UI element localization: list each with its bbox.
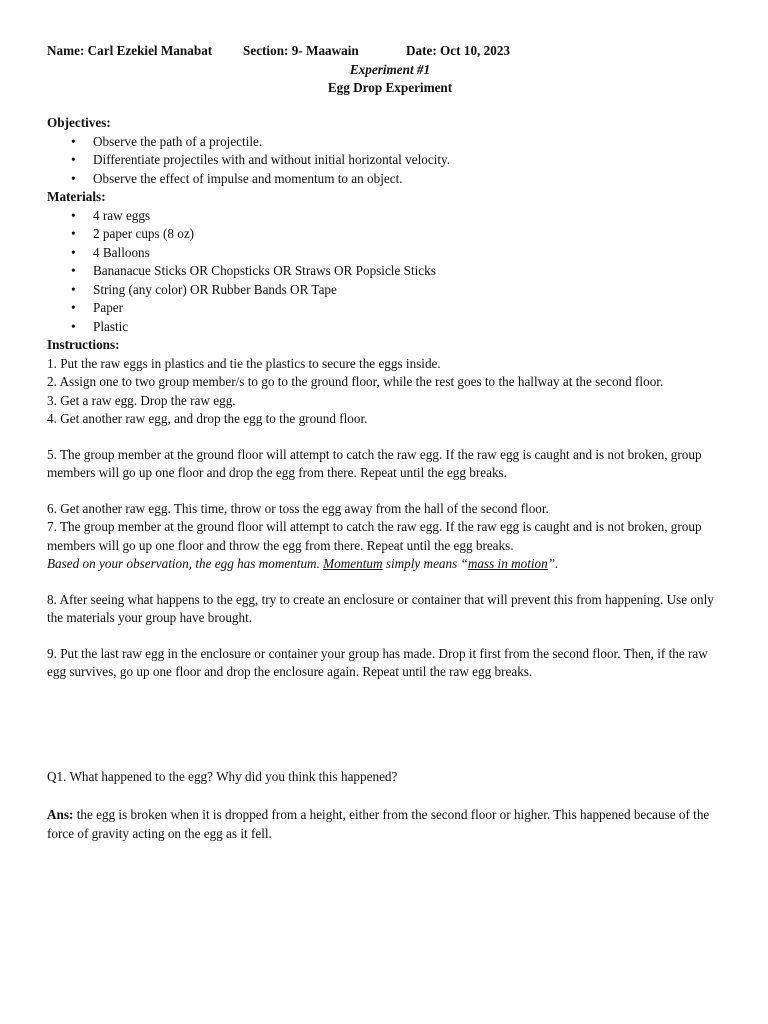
bullet-icon: • (71, 281, 76, 297)
momentum-term: Momentum (323, 556, 383, 571)
bullet-icon: • (71, 300, 76, 315)
list-item: • 4 Balloons (47, 244, 719, 263)
bullet-icon: • (71, 318, 76, 334)
materials-heading: Materials: (47, 189, 106, 204)
bullet-icon: • (71, 244, 76, 260)
list-item: • Observe the path of a projectile. (47, 133, 719, 152)
document-page (47, 42, 719, 843)
bullet-icon: • (71, 152, 76, 167)
bullet-icon: • (71, 133, 76, 149)
header-line (47, 42, 719, 61)
instruction-step-3: 3. Get a raw egg. Drop the raw egg. (47, 392, 236, 408)
answer-text: the egg is broken when it is dropped from a height, either from the second floor or higher. This happened because of the force of gravity acting on the egg as it fell. (47, 807, 710, 841)
student-section: Section: 9- Maawain (243, 43, 359, 58)
answer-label: Ans: (47, 807, 74, 822)
list-item: • Bananacue Sticks OR Chopsticks OR Straws OR Popsicle Sticks (47, 262, 719, 281)
bullet-icon: • (71, 263, 76, 278)
list-item: • Plastic (47, 318, 719, 337)
momentum-note: Based on your observation, the egg has momentum. Momentum simply means “mass in motion”. (47, 556, 559, 571)
bullet-icon: • (71, 207, 76, 223)
experiment-number: Experiment #1 (349, 62, 431, 77)
instruction-step-5: 5. The group member at the ground floor will attempt to catch the raw egg. If the raw egg is caught and is not broken, group members will go up one floor and drop the egg from there. Repeat until the egg breaks. (47, 446, 702, 480)
instruction-step-9: 9. Put the last raw egg in the enclosure or container your group has made. Drop it first from the second floor. Then, if the raw egg survives, go up one floor and drop the enclosure again. Repeat until the raw egg breaks. (47, 645, 708, 679)
instruction-step-7: 7. The group member at the ground floor will attempt to catch the raw egg. If the raw egg is caught and is not broken, group members will go up one floor and throw the egg from there. Repeat until the egg breaks. (47, 519, 702, 553)
instruction-step-1: 1. Put the raw eggs in plastics and tie the plastics to secure the eggs inside. (47, 355, 441, 371)
question-1: Q1. What happened to the egg? Why did you think this happened? (47, 768, 398, 784)
instruction-step-2: 2. Assign one to two group member/s to go to the ground floor, while the rest goes to the hallway at the second floor. (47, 374, 664, 389)
momentum-definition: mass in motion (467, 556, 548, 571)
objectives-heading: Objectives: (47, 115, 111, 130)
answer-1 (47, 806, 719, 843)
instruction-step-8: 8. After seeing what happens to the egg, try to create an enclosure or container that will prevent this from happening. Use only the materials your group have brought. (47, 591, 714, 625)
experiment-title: Egg Drop Experiment (327, 80, 453, 95)
objectives-list (47, 133, 719, 189)
materials-list (47, 207, 719, 337)
list-item: • Paper (47, 299, 719, 318)
instructions-heading: Instructions: (47, 337, 120, 352)
list-item: • 2 paper cups (8 oz) (47, 225, 719, 244)
list-item: • Differentiate projectiles with and without initial horizontal velocity. (47, 151, 719, 170)
instruction-step-4: 4. Get another raw egg, and drop the egg to the ground floor. (47, 411, 368, 426)
list-item: • String (any color) OR Rubber Bands OR Tape (47, 281, 719, 300)
student-name: Name: Carl Ezekiel Manabat (47, 43, 213, 58)
bullet-icon: • (71, 170, 76, 186)
document-date: Date: Oct 10, 2023 (406, 43, 511, 58)
list-item: • 4 raw eggs (47, 207, 719, 226)
instruction-step-6: 6. Get another raw egg. This time, throw or toss the egg away from the hall of the second floor. (47, 500, 549, 516)
bullet-icon: • (71, 226, 76, 241)
list-item: • Observe the effect of impulse and momentum to an object. (47, 170, 719, 189)
